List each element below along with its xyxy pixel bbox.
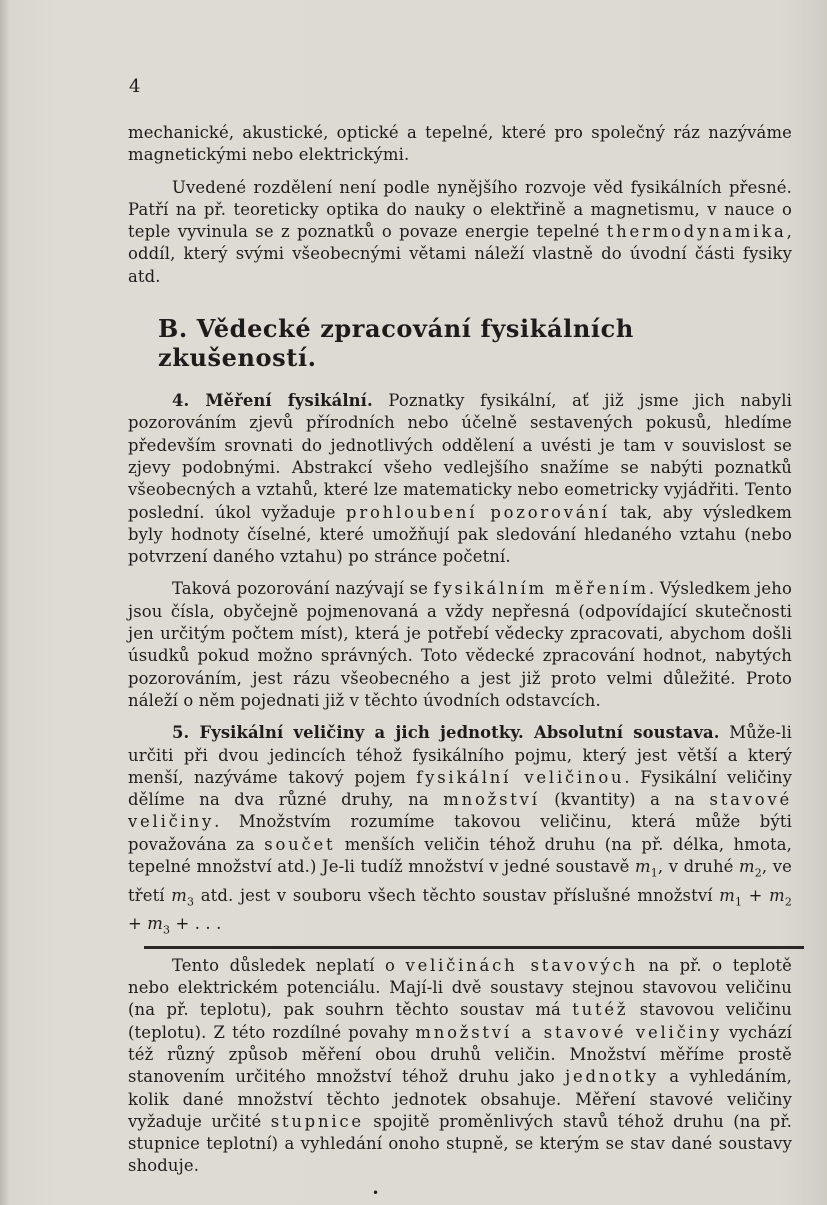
section-title: B. Vědecké zpracování fysikálních zkušeností. [158, 314, 634, 373]
spaced-term-thermodynamika: thermodynamika [606, 222, 787, 242]
spaced-term-fysikalni-mereni: fysikálním měřením [433, 579, 649, 599]
paragraph-5-text-d: . Množstvím rozumíme takovou veličinu, která může býti považována za [128, 812, 792, 854]
spaced-term-fysikalni-velicina: fysikální veličinou [416, 767, 625, 787]
sum-sub1: 1 [734, 894, 743, 908]
paragraph-1: mechanické, akustické, optické a tepelné, které pro společný ráz nazýváme magnetickými nebo elektrickými. [128, 123, 792, 165]
paragraph-5-text-g: , ve třetí [128, 857, 793, 905]
spaced-term-soucet: součet [264, 834, 336, 854]
sum-plus-1: + [742, 885, 770, 905]
page-content [128, 122, 792, 1178]
paragraph-5 [128, 722, 792, 942]
sum-m2: m [769, 885, 785, 905]
math-m2-sub: 2 [754, 866, 762, 880]
paragraph-5-text-h: atd. jest v souboru všech těchto soustav příslušné množství [194, 885, 720, 905]
math-m3-var: m [171, 885, 187, 905]
paragraph-3 [128, 390, 792, 568]
paragraph-5-text-a: Může-li určiti při dvou jedincích téhož fysikálního pojmu, který jest větší a který menší, nazýváme takový pojem [128, 723, 792, 787]
paragraph-2-text: Uvedené rozdělení není podle nynějšího rozvoje věd fysikálních přesné. Patří na př. teoreticky optika do nauky o elektřině a magnetismu, v nauce o teple vyvinula se z poznatků o povaze energie tepelné [128, 177, 792, 242]
math-m2-var: m [739, 857, 755, 877]
paragraph-6-text-e: a vyhledáním, kolik dané množství těchto jednotek obsahuje. Měření stavové veličiny vyžaduje určité [128, 1067, 793, 1131]
spaced-term-stupnice: stupnice [270, 1111, 364, 1131]
subsection-heading-5: 5. Fysikální veličiny a jich jednotky. Absolutní soustava. [172, 723, 720, 743]
sum-m1: m [719, 885, 735, 905]
math-m3 [171, 885, 195, 908]
paragraph-5-text-b: . Fysikální veličiny dělíme na dva různé druhy, na [128, 767, 793, 810]
sum-plus-2: + [128, 914, 148, 934]
spaced-term-mnozstvi: množství [443, 790, 540, 810]
paragraph-4 [128, 578, 792, 712]
footer-mark: • [372, 1186, 380, 1200]
paragraph-6-text-f: spojitě proměnlivých stavů téhož druhu (na př. stupnice teplotní) a vyhledání onoho stupně, se kterým se stav dané soustavy shoduje. [128, 1111, 792, 1176]
paragraph-4-text: Taková pozorování nazývají se [172, 579, 434, 599]
math-m2 [739, 857, 762, 880]
spaced-term-stavove-veliciny: stavové veličiny [128, 790, 793, 832]
paragraph-4-text-end: . Výsledkem jeho jsou čísla, obyčejně pojmenovaná a vždy nepřesná (odpovídající skutečnosti jen určitým počtem míst), která je potřebí vědecky zpracovati, abychom došli úsudků pokud možno správných. Toto vědecké zpracování hodnot, nabytých pozorováním, jest rázu všeobecného a jest již proto velmi důležité. Proto náleží o něm pojednati již v těchto úvodních odstavcích. [128, 579, 792, 710]
paragraph-3-text: Poznatky fysikální, ať již jsme jich nabyli pozorováním zjevů přírodních nebo účelně sestavených pokusů, hledíme především srovnati do jednotlivých oddělení a uvésti je tam v souvislost se zjevy podobnými. Abstrakcí všeho vedlejšího snažíme se nabýti poznatků všeobecných a vztahů, které lze matematicky nebo eometricky vyjádřiti. Tento poslední. úkol vyžaduje [128, 391, 792, 522]
paragraph-2 [128, 177, 792, 288]
paragraph-6-text-c: stavovou veličinu (teplotu). Z této rozdílné povahy [128, 1000, 792, 1042]
subsection-heading-4: 4. Měření fysikální. [172, 391, 373, 411]
spaced-term-jednotky: jednotky [565, 1067, 659, 1087]
sum-sub2: 2 [784, 894, 792, 908]
math-m1-sub: 1 [650, 866, 658, 880]
horizontal-rule [144, 946, 804, 949]
paragraph-5-text-f: , v druhé [657, 857, 740, 877]
page-number: 4 [129, 76, 141, 97]
sum-m3: m [147, 914, 163, 934]
math-m1-var: m [635, 857, 651, 877]
spaced-term-prohloubeni: prohloubení pozorování [346, 502, 610, 522]
spaced-term-mnozstvi-a-stavove: množství a stavové veličiny [415, 1022, 723, 1042]
paragraph-6 [128, 955, 792, 1178]
sum-sub3: 3 [162, 923, 171, 937]
spaced-term-tutez: tutéž [572, 1000, 629, 1020]
math-m3-sub: 3 [186, 894, 195, 908]
math-m1 [635, 857, 658, 880]
paragraph-6-text-b: na př. o teplotě nebo elektrickém potenciálu. Mají-li dvě soustavy stejnou stavovou veličinu (na př. teplotu), pak souhrn těchto soustav má [128, 955, 793, 1020]
paragraph-3-text-end: tak, aby výsledkem byly hodnoty číselné, které umožňují pak sledování hledaného vztahu (nebo potvrzení daného vztahu) po stránce početní. [128, 502, 792, 567]
paragraph-6-text-d: vychází též různý způsob měření obou druhů veličin. Množství měříme prostě stanovením určitého množství téhož druhu jako [128, 1022, 792, 1087]
spaced-term-velicinach-stavovych: veličinách stavových [405, 955, 638, 975]
paragraph-6-text-a: Tento důsledek neplatí o [172, 955, 406, 975]
paragraph-5-text-c: (kvantity) a na [539, 790, 710, 810]
sum-tail: + . . . [170, 914, 222, 934]
paragraph-2-text-end: , oddíl, který svými všeobecnými větami náleží vlastně do úvodní části fysiky atd. [128, 222, 792, 286]
paragraph-5-text-e: menších veličin téhož druhu (na př. délka, hmota, tepelné množství atd.) Je-li tudíž množství v jedné soustavě [128, 834, 792, 877]
